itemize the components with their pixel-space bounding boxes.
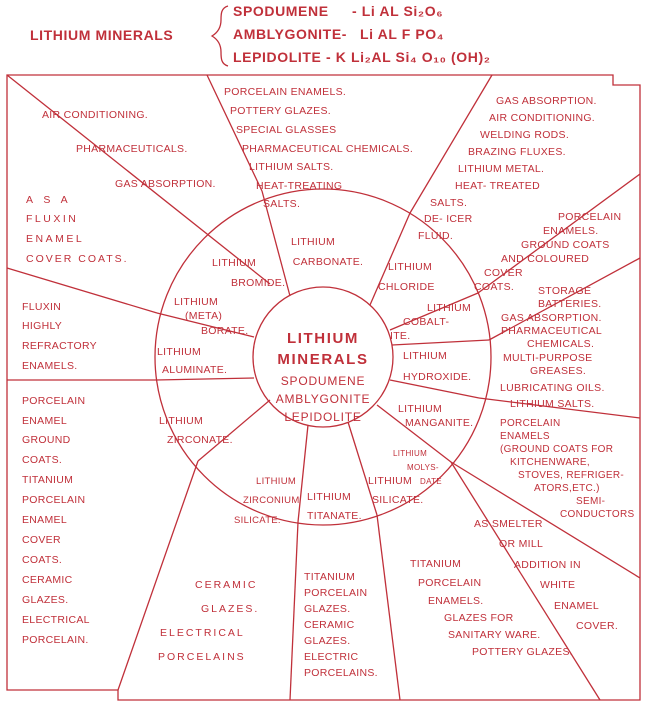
use-zirconate-5: TITANIUM xyxy=(22,474,74,486)
header-formula-spodumene: - Li AL Si₂O₆ xyxy=(352,3,444,19)
use-chloride-3: WELDING RODS. xyxy=(480,129,570,141)
use-silicate-5: SANITARY WARE. xyxy=(448,629,541,641)
use-molybdate-5: ENAMEL xyxy=(554,600,599,612)
use-titanate-3: GLAZES. xyxy=(304,603,351,615)
use-manganite-1: PORCELAIN xyxy=(500,418,561,429)
use-titanate-1: TITANIUM xyxy=(304,571,356,583)
use-molybdate-6: COVER. xyxy=(576,620,619,632)
use-carbonate-1: PORCELAIN ENAMELS. xyxy=(224,86,347,98)
compound-cobaltite-2: COBALT- xyxy=(403,316,450,328)
use-titanate-2: PORCELAIN xyxy=(304,587,368,599)
compound-zirconium-2: ZIRCONIUM xyxy=(243,495,300,506)
use-zirconate-1: PORCELAIN xyxy=(22,395,86,407)
compound-manganite-2: MANGANITE. xyxy=(405,417,474,429)
use-hydroxide-9: LITHIUM SALTS. xyxy=(510,398,595,410)
center-labels xyxy=(276,330,371,424)
compound-zirconium-1: LITHIUM xyxy=(256,476,297,487)
outer-divider-top-right xyxy=(410,75,492,213)
use-chloride-7: SALTS. xyxy=(430,197,468,209)
use-borate-1: FLUXIN xyxy=(22,301,62,313)
compound-carbonate-2: CARBONATE. xyxy=(292,256,364,268)
use-cobaltite-4: AND COLOURED xyxy=(501,253,590,265)
use-bromide-left-1: A S A xyxy=(26,194,72,206)
compound-carbonate-1: LITHIUM xyxy=(290,236,336,248)
use-carbonate-7: SALTS. xyxy=(263,198,301,210)
use-cobaltite-1: PORCELAIN xyxy=(558,211,622,223)
use-borate-3: REFRACTORY xyxy=(22,340,97,352)
compound-titanate-1: LITHIUM xyxy=(307,491,352,503)
use-zirconate-2: ENAMEL xyxy=(22,415,67,427)
divider-zirconate-zirconium xyxy=(198,400,270,461)
outer-divider-bottom-right-mid xyxy=(377,515,400,700)
use-bromide-top-3: GAS ABSORPTION. xyxy=(115,178,216,190)
use-borate-2: HIGHLY xyxy=(22,320,63,332)
use-hydroxide-4: PHARMACEUTICAL xyxy=(501,325,603,337)
compound-aluminate-2: ALUMINATE. xyxy=(162,364,228,376)
center-mineral-spodumene: SPODUMENE xyxy=(280,374,366,388)
compound-molybdate-3: DATE xyxy=(420,477,442,486)
use-manganite-6: ATORS,ETC.) xyxy=(534,483,600,494)
compound-bromide-1: LITHIUM xyxy=(212,257,257,269)
use-zirconate-7: ENAMEL xyxy=(22,514,67,526)
use-carbonate-3: SPECIAL GLASSES xyxy=(236,124,337,136)
use-molybdate-4: WHITE xyxy=(540,579,576,591)
use-carbonate-4: PHARMACEUTICAL CHEMICALS. xyxy=(242,143,414,155)
use-manganite-5: STOVES, REFRIGER- xyxy=(518,470,625,481)
use-zirconate-3: GROUND xyxy=(22,434,71,446)
compound-molybdate-2: MOLYS- xyxy=(407,463,439,472)
use-zirconium-3: ELECTRICAL xyxy=(160,627,245,639)
use-bromide-left-3: ENAMEL xyxy=(26,233,85,245)
use-cobaltite-6: COATS. xyxy=(474,281,515,293)
use-silicate-3: ENAMELS. xyxy=(428,595,484,607)
header-formula-amblygonite: Li AL F PO₄ xyxy=(360,26,445,42)
use-bromide-top-2: PHARMACEUTICALS. xyxy=(76,143,188,155)
center-mineral-amblygonite: AMBLYGONITE xyxy=(275,392,371,406)
use-zirconate-8: COVER xyxy=(22,534,61,546)
compound-silicate-1: LITHIUM xyxy=(368,475,413,487)
compound-chloride-2: CHLORIDE xyxy=(378,281,435,293)
use-chloride-6: HEAT- TREATED xyxy=(455,180,540,192)
use-hydroxide-7: GREASES. xyxy=(530,365,587,377)
center-mineral-lepidolite: LEPIDOLITE xyxy=(284,410,362,424)
compound-borate-3: BORATE. xyxy=(201,325,249,337)
use-hydroxide-1: STORAGE xyxy=(538,285,592,297)
use-zirconate-11: GLAZES. xyxy=(22,594,69,606)
compound-titanate-2: TITANATE. xyxy=(307,510,362,522)
use-titanate-6: ELECTRIC xyxy=(304,651,359,663)
use-manganite-7: SEMI- xyxy=(576,496,606,507)
use-chloride-8: DE- ICER xyxy=(424,213,473,225)
use-zirconate-12: ELECTRICAL xyxy=(22,614,90,626)
divider-zirconium-titanate xyxy=(298,425,308,522)
use-carbonate-2: POTTERY GLAZES. xyxy=(230,105,331,117)
use-manganite-4: KITCHENWARE, xyxy=(510,457,590,468)
header-title: LITHIUM MINERALS xyxy=(30,27,174,43)
use-carbonate-6: HEAT-TREATING xyxy=(256,180,343,192)
use-zirconium-4: PORCELAINS xyxy=(158,651,246,663)
compound-aluminate-1: LITHIUM xyxy=(157,346,202,358)
use-zirconium-2: GLAZES. xyxy=(201,603,260,615)
compound-zirconium-3: SILICATE. xyxy=(234,515,281,526)
use-molybdate-2: OR MILL xyxy=(499,538,544,550)
use-chloride-5: LITHIUM METAL. xyxy=(458,163,545,175)
use-manganite-8: CONDUCTORS xyxy=(560,509,635,520)
use-hydroxide-5: CHEMICALS. xyxy=(527,338,595,350)
compound-bromide-2: BROMIDE. xyxy=(231,277,286,289)
use-silicate-6: POTTERY GLAZES. xyxy=(472,646,573,658)
use-titanate-7: PORCELAINS. xyxy=(304,667,378,679)
header-brace xyxy=(212,6,228,66)
compound-cobaltite-3: ITE. xyxy=(390,330,411,342)
use-molybdate-3: ADDITION IN xyxy=(514,559,581,571)
compound-manganite-1: LITHIUM xyxy=(398,403,443,415)
use-cobaltite-3: GROUND COATS xyxy=(521,239,610,251)
compound-zirconate-1: LITHIUM xyxy=(159,415,204,427)
use-carbonate-5: LITHIUM SALTS. xyxy=(249,161,334,173)
use-silicate-4: GLAZES FOR xyxy=(444,612,514,624)
use-manganite-3: (GROUND COATS FOR xyxy=(500,444,614,455)
use-titanate-5: GLAZES. xyxy=(304,635,351,647)
use-bromide-top-1: AIR CONDITIONING. xyxy=(42,109,149,121)
use-chloride-1: GAS ABSORPTION. xyxy=(496,95,597,107)
use-zirconate-6: PORCELAIN xyxy=(22,494,86,506)
use-molybdate-1: AS SMELTER xyxy=(474,518,543,530)
outer-divider-bottom-mid xyxy=(290,522,298,700)
use-bromide-left-2: FLUXIN xyxy=(26,213,79,225)
use-zirconium-1: CERAMIC xyxy=(195,579,258,591)
header-formula-lepidolite: - K Li₂AL Si₄ O₁₀ (OH)₂ xyxy=(326,49,491,65)
compound-borate-2: (META) xyxy=(185,310,223,322)
use-silicate-2: PORCELAIN xyxy=(418,577,482,589)
center-title-1: LITHIUM xyxy=(286,330,360,347)
use-zirconate-10: CERAMIC xyxy=(22,574,73,586)
compound-zirconate-2: ZIRCONATE. xyxy=(167,434,233,446)
header-formula-spodumene-name: SPODUMENE xyxy=(233,3,329,19)
use-titanate-4: CERAMIC xyxy=(304,619,355,631)
use-hydroxide-2: BATTERIES. xyxy=(538,298,602,310)
use-hydroxide-6: MULTI-PURPOSE xyxy=(503,352,593,364)
compound-cobaltite-1: LITHIUM xyxy=(427,302,472,314)
use-hydroxide-3: GAS ABSORPTION. xyxy=(501,312,602,324)
header-formula-lepidolite-name: LEPIDOLITE xyxy=(233,49,322,65)
use-chloride-9: FLUID. xyxy=(418,230,454,242)
use-manganite-2: ENAMELS xyxy=(500,431,550,442)
center-title-2: MINERALS xyxy=(277,351,369,368)
use-cobaltite-5: COVER xyxy=(484,267,523,279)
compound-silicate-2: SILICATE. xyxy=(372,494,424,506)
use-zirconate-4: COATS. xyxy=(22,454,63,466)
use-cobaltite-2: ENAMELS. xyxy=(543,225,599,237)
header-formula-amblygonite-name: AMBLYGONITE- xyxy=(233,26,348,42)
compound-borate-1: LITHIUM xyxy=(174,296,219,308)
use-borate-4: ENAMELS. xyxy=(22,360,78,372)
use-zirconate-13: PORCELAIN. xyxy=(22,634,89,646)
compound-hydroxide-2: HYDROXIDE. xyxy=(403,371,472,383)
divider-aluminate-zirconate xyxy=(156,378,254,380)
use-zirconate-9: COATS. xyxy=(22,554,63,566)
header xyxy=(30,3,491,66)
compound-chloride-1: LITHIUM xyxy=(388,261,433,273)
use-chloride-2: AIR CONDITIONING. xyxy=(489,112,596,124)
use-hydroxide-8: LUBRICATING OILS. xyxy=(500,382,605,394)
use-silicate-1: TITANIUM xyxy=(410,558,462,570)
use-chloride-4: BRAZING FLUXES. xyxy=(468,146,566,158)
compound-molybdate-1: LITHIUM xyxy=(393,449,428,458)
use-bromide-left-4: COVER COATS. xyxy=(26,253,129,265)
compound-hydroxide-1: LITHIUM xyxy=(403,350,448,362)
